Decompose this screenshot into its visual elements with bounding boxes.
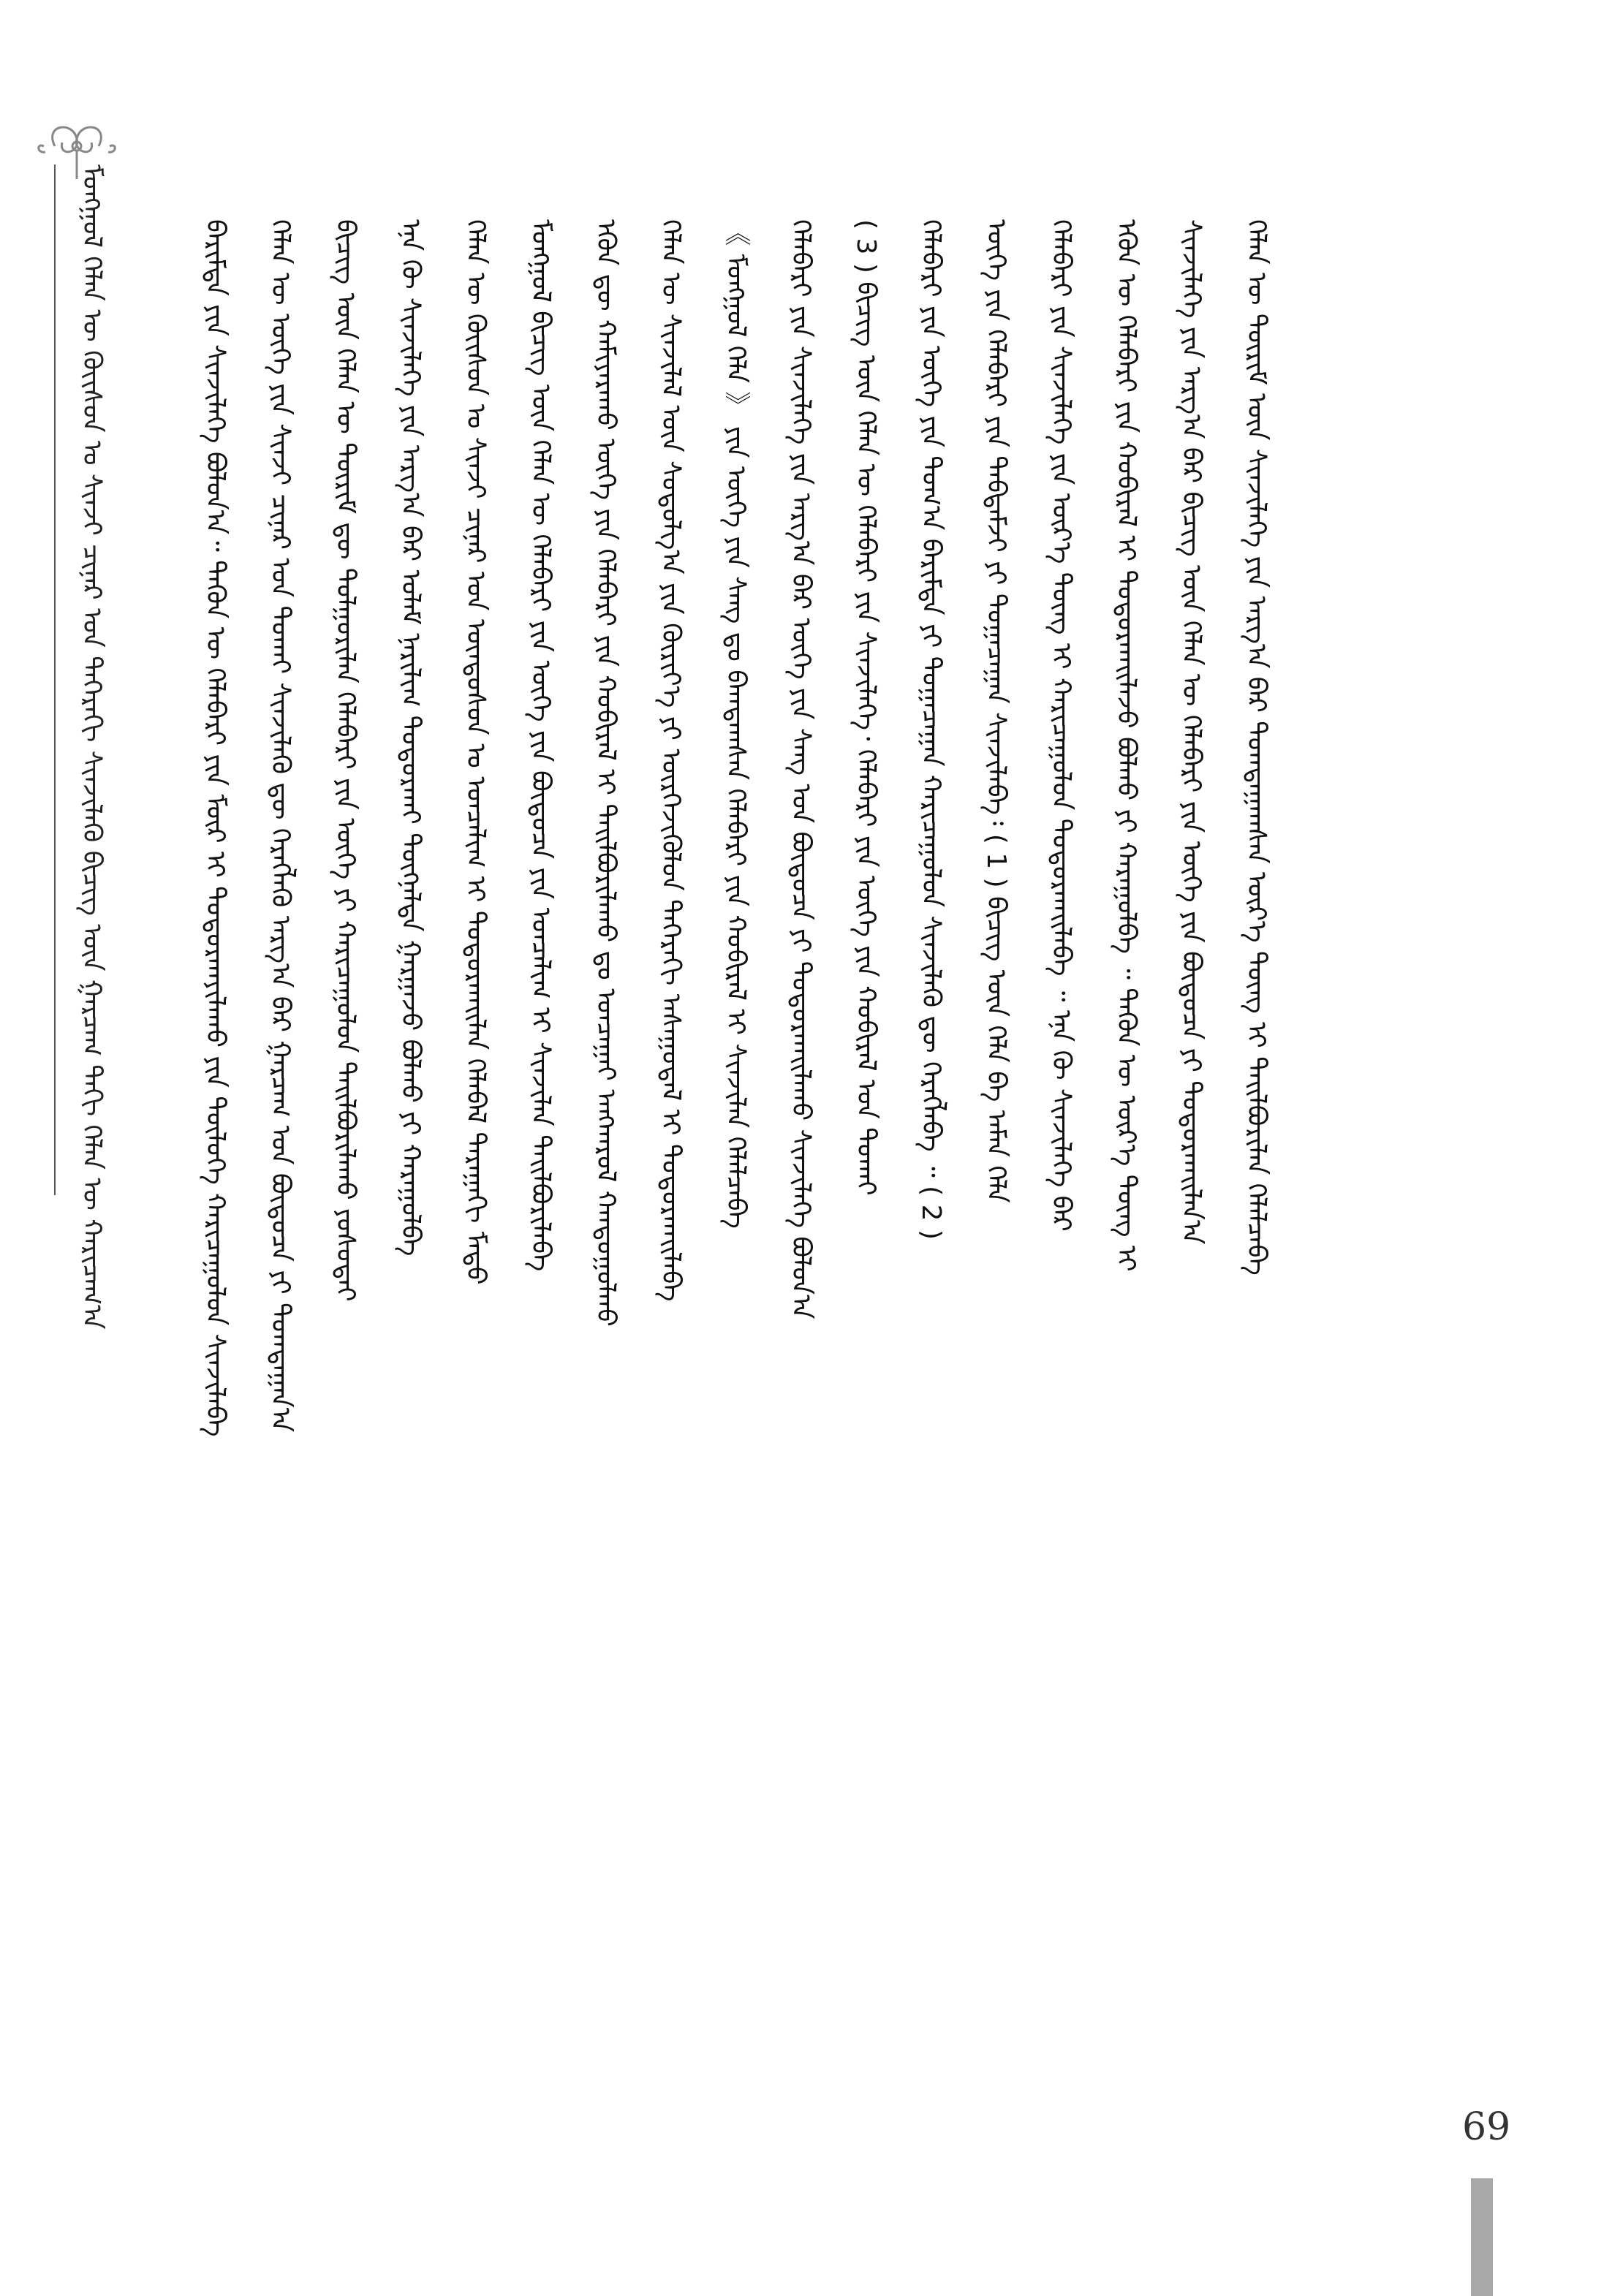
text-column: ᠬᠡᠯᠡᠪᠡᠷᠢ ᠶᠢᠨ ᠰᠢᠨᠵᠢᠯᠡᠭᠡ ᠶᠢᠨ ᠦᠷ᠎ᠡ ᠳᠦᠩ ᠢ ᠬᠠᠷᠢᠴᠠᠭᠤᠯᠤᠨ ᠲᠣᠳᠣᠷᠬᠠᠢᠯᠠᠪᠠ ᠃ ᠡᠨᠡ ᠬᠦ ᠰᠢᠨᠵᠢᠯᠡᠭᠡ ᠪᠡᠷ xyxy=(1046,219,1076,1232)
text-column: ᠡᠭᠦᠨ ᠳᠦ ᠬᠠᠮᠢᠶᠠᠷᠠᠬᠤ ᠦᠭᠡ ᠶᠢᠨ ᠬᠡᠯᠡᠪᠡᠷᠢ ᠶᠢᠨ ᠬᠤᠪᠢᠷᠠᠯ ᠢ ᠲᠠᠢᠯᠪᠤᠷᠢᠯᠠᠬᠤ ᠳᠤ ᠣᠨᠴᠠᠭᠠᠢ ᠠᠩᠬᠠᠷᠤᠯ ᠬᠠᠨᠳᠤᠭᠤᠯᠬᠤ xyxy=(591,219,621,1327)
running-header: ᠮᠣᠩᠭᠣᠯ ᠬᠡᠯᠡᠨ ᠦ ᠬᠦᠢᠰᠦᠨ ᠤ ᠰᠢᠨᠵᠢ ᠴᠢᠨᠠᠷ ᠤᠨ ᠳᠡᠭᠡᠷᠡᠬᠢ ᠰᠢᠨᠵᠢᠯᠡᠬᠦ ᠪᠢᠴᠢᠭ ᠦᠨ ᠭᠠᠷᠴᠠᠭ ᠳᠠᠬᠢ ᠬᠡᠯᠡᠨ ᠦ ᠬᠠᠷᠢᠴᠠᠭ᠎ᠠ xyxy=(77,164,107,1330)
page-number: 69 xyxy=(1462,2105,1511,2149)
text-column: ᠬᠡᠯᠡᠨ ᠦ ᠳᠦᠷᠢᠮ ᠦᠨ ᠰᠢᠨᠵᠢᠯᠡᠭᠡ ᠶᠢᠨ ᠠᠷᠭ᠎ᠠ ᠪᠠᠷ ᠲᠣᠭᠲᠠᠭᠠᠭᠰᠠᠨ ᠦᠷ᠎ᠡ ᠳᠦᠩ ᠢ ᠲᠠᠢᠯᠪᠤᠷᠢᠯᠠᠨ ᠬᠡᠯᠡᠯᠴᠡᠪᠡ xyxy=(1241,219,1271,1276)
text-column: ᠦᠭᠡ ᠶᠢᠨ ᠬᠡᠯᠡᠪᠡᠷᠢ ᠶᠢᠨ ᠳᠠᠪᠲᠠᠮᠵᠢ ᠶᠢ ᠲᠣᠭᠠᠴᠠᠭᠠᠨ ᠰᠢᠨᠵᠢᠯᠡᠪᠡ᠄ ( 1 ) ᠪᠢᠴᠢᠭ ᠦᠨ ᠬᠡᠯᠡ ᠪᠠ ᠠᠮᠠᠨ ᠬᠡᠯᠡ xyxy=(981,219,1011,1203)
text-column: ᠰᠢᠨᠵᠢᠯᠡᠭᠡ ᠶᠢᠨ ᠠᠷᠭ᠎ᠠ ᠪᠠᠷ ᠪᠢᠴᠢᠭ ᠦᠨ ᠬᠡᠯᠡᠨ ᠦ ᠬᠡᠯᠡᠪᠡᠷᠢ ᠶᠢᠨ ᠦᠭᠡ ᠶᠢᠨ ᠪᠦᠲᠦᠴᠡ ᠶᠢ ᠲᠣᠳᠣᠷᠬᠠᠢᠯᠠᠨ᠎ᠠ xyxy=(1176,219,1206,1245)
header-rule xyxy=(54,164,56,1195)
text-column: ᠬᠡᠯᠡᠨ ᠦ ᠬᠦᠢᠰᠦᠨ ᠤ ᠰᠢᠨᠵᠢ ᠴᠢᠨᠠᠷ ᠤᠨ ᠦᠨᠳᠦᠰᠦᠨ ᠤ ᠣᠨᠴᠠᠯᠢᠭ ᠢ ᠲᠣᠳᠣᠷᠬᠠᠢᠯᠠᠨ ᠬᠡᠯᠡᠪᠡᠯ ᠳᠠᠷᠠᠭᠠᠬᠢ ᠮᠡᠲᠦ xyxy=(461,219,491,1285)
body-text xyxy=(183,219,1477,2193)
edge-tab-bar xyxy=(1471,2178,1493,2296)
text-column: ᠬᠡᠯᠡᠨ ᠦ ᠰᠢᠨᠵᠢᠯᠡᠯ ᠦᠨ ᠰᠤᠳᠤᠯᠭ᠎ᠠ ᠶᠢᠨ ᠬᠦᠷᠢᠶ᠎ᠡ ᠶᠢ ᠦᠷᠭᠡᠵᠢᠭᠦᠯᠦᠨ ᠳᠡᠭᠡᠷᠡᠬᠢ ᠠᠰᠠᠭᠤᠳᠠᠯ ᠢ ᠲᠣᠳᠣᠷᠬᠠᠢᠯᠠᠪᠠ xyxy=(656,219,686,1302)
text-column: ᠡᠨᠡ ᠬᠦ ᠰᠢᠨᠵᠢᠯᠡᠭᠡ ᠶᠢᠨ ᠠᠷᠭ᠎ᠠ ᠪᠠᠷ ᠤᠯᠠᠮ ᠨᠠᠷᠢᠯᠢᠭ ᠲᠣᠳᠣᠷᠬᠠᠢ ᠳᠦᠭᠨᠡᠯᠲᠡ ᠭᠠᠷᠭᠠᠵᠤ ᠪᠣᠯᠬᠤ ᠶᠢ ᠬᠠᠷᠠᠭᠤᠯᠪᠠ xyxy=(396,219,425,1257)
text-column: ᠬᠡᠯᠡᠨ ᠦ ᠦᠭᠡ ᠶᠢᠨ ᠰᠢᠨᠵᠢ ᠴᠢᠨᠠᠷ ᠤᠨ ᠲᠤᠬᠠᠢ ᠰᠢᠨᠵᠢᠯᠡᠬᠦ ᠳᠦ ᠬᠡᠷᠡᠭᠯᠡᠬᠦ ᠠᠷᠭ᠎ᠠ ᠪᠠᠷ ᠭᠠᠷᠴᠠᠭ ᠤᠨ ᠪᠦᠲᠦᠴᠡ ᠶᠢ ᠲᠣᠭᠲᠠᠭᠠᠨ᠎ᠠ xyxy=(265,219,295,1433)
text-column: ( 3 ) ᠪᠢᠴᠢᠭ ᠦᠨ ᠬᠡᠯᠡᠨ ᠦ ᠬᠡᠯᠡᠪᠡᠷᠢ ᠶᠢᠨ ᠰᠢᠨᠵᠢᠯᠡᠭᠡ᠂ ᠬᠡᠯᠡᠪᠡᠷᠢ ᠶᠢᠨ ᠦᠭᠡ ᠶᠢᠨ ᠬᠤᠪᠢᠷᠠᠯ ᠤᠨ ᠲᠤᠬᠠᠢ xyxy=(851,219,881,1196)
text-column: ᠡᠭᠦᠨ ᠦ ᠬᠡᠯᠡᠪᠡᠷᠢ ᠶᠢᠨ ᠬᠤᠪᠢᠷᠠᠯ ᠢ ᠲᠣᠳᠣᠷᠬᠠᠢᠯᠠᠵᠤ ᠪᠣᠯᠬᠤ ᠶᠢ ᠬᠠᠷᠠᠭᠤᠯᠪᠠ ᠃ ᠲᠡᠭᠦᠨ ᠦ ᠦᠷ᠎ᠡ ᠳᠦᠩ ᠢ xyxy=(1111,219,1141,1272)
text-column: ᠮᠣᠩᠭᠣᠯ ᠪᠢᠴᠢᠭ ᠦᠨ ᠬᠡᠯᠡᠨ ᠦ ᠬᠡᠯᠡᠪᠡᠷᠢ ᠶᠢᠨ ᠦᠭᠡ ᠶᠢᠨ ᠪᠦᠲᠦᠴᠡ ᠶᠢᠨ ᠣᠨᠴᠠᠯᠢᠭ ᠢ ᠰᠢᠨᠵᠢᠯᠡᠨ ᠲᠠᠢᠯᠪᠤᠷᠢᠯᠠᠪᠠ xyxy=(526,219,556,1272)
text-column: ᠪᠠᠷᠢᠮᠲᠠ ᠶᠢᠨ ᠰᠢᠨᠵᠢᠯᠡᠭᠡ ᠪᠣᠯᠤᠨ᠎ᠠ᠃ ᠲᠡᠭᠦᠨ ᠦ ᠬᠡᠯᠡᠪᠡᠷᠢ ᠶᠢᠨ ᠮᠥᠷ ᠢ ᠲᠣᠳᠣᠷᠬᠠᠶᠢᠯᠠᠬᠤ ᠶᠢᠨ ᠲᠥᠯᠥᠭᠡ ᠬᠠᠷᠢᠴᠠᠭᠤᠯᠤᠨ ᠰᠢᠨᠵᠢᠯᠡᠪᠡ xyxy=(200,219,230,1437)
text-column: ᠬᠡᠯᠡᠪᠡᠷᠢ ᠶᠢᠨ ᠰᠢᠨᠵᠢᠯᠡᠭᠡ ᠶᠢᠨ ᠠᠷᠭ᠎ᠠ ᠪᠠᠷ ᠦᠭᠡ ᠶᠢᠨ ᠰᠠᠩ ᠤᠨ ᠪᠦᠲᠦᠴᠡ ᠶᠢ ᠲᠣᠳᠣᠷᠬᠠᠢᠯᠠᠬᠤ ᠰᠢᠨᠵᠢᠯᠡᠭᠡ ᠪᠣᠯᠤᠨ᠎ᠠ xyxy=(786,219,816,1319)
text-column: 《 ᠮᠣᠩᠭᠣᠯ ᠬᠡᠯᠡ 》 ᠶᠢᠨ ᠦᠭᠡ ᠶᠢᠨ ᠰᠠᠩ ᠳᠤ ᠪᠠᠭᠲᠠᠭᠰᠠᠨ ᠬᠡᠯᠡᠪᠡᠷᠢ ᠶᠢᠨ ᠬᠤᠪᠢᠷᠠᠯ ᠢ ᠰᠢᠨᠵᠢᠯᠡᠨ ᠬᠡᠯᠡᠯᠴᠡᠪᠡ xyxy=(721,219,751,1229)
text-column: ᠪᠢᠴᠢᠭ ᠦᠨ ᠬᠡᠯᠡᠨ ᠦ ᠳᠦᠷᠢᠮ ᠳᠦ ᠲᠤᠯᠭᠤᠷᠢᠯᠠᠨ ᠬᠡᠯᠡᠪᠡᠷᠢ ᠶᠢᠨ ᠦᠭᠡ ᠶᠢ ᠬᠠᠷᠢᠴᠠᠭᠤᠯᠤᠨ ᠲᠠᠢᠯᠪᠤᠷᠢᠯᠠᠬᠤ ᠶᠤᠰᠤᠲᠠᠢ xyxy=(330,219,360,1302)
text-column: ᠬᠡᠯᠡᠪᠡᠷᠢ ᠶᠢᠨ ᠦᠭᠡ ᠶᠢᠨ ᠲᠣᠭ᠎ᠠ ᠪᠠᠷᠢᠮᠲᠠ ᠶᠢ ᠲᠣᠭᠠᠴᠠᠭᠠᠨ ᠬᠠᠷᠢᠴᠠᠭᠤᠯᠤᠨ ᠰᠢᠨᠵᠢᠯᠡᠬᠦ ᠳᠦ ᠬᠡᠷᠡᠭᠯᠡᠪᠡ ᠃ ( 2 ) xyxy=(916,219,946,1240)
